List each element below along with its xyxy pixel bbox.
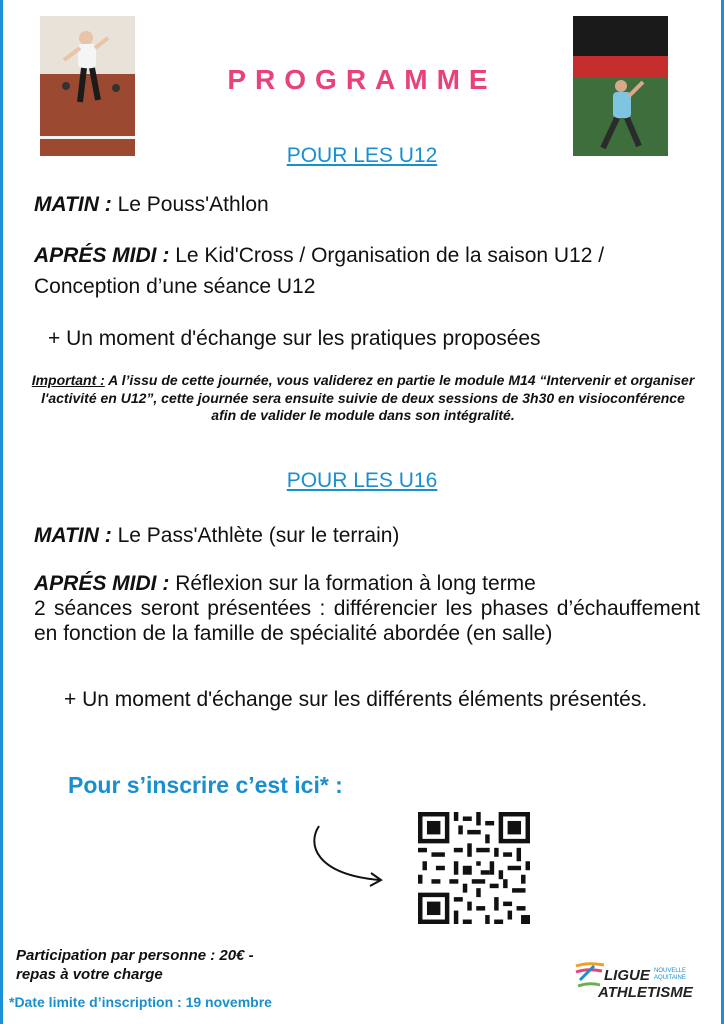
logo-nouvelle: NOUVELLE [654, 968, 687, 974]
u16-heading: POUR LES U16 [286, 469, 438, 492]
logo-ligue: LIGUE [604, 967, 650, 984]
u16-apres-midi-text: Réflexion sur la formation à long terme [175, 572, 536, 595]
u12-echange: + Un moment d'échange sur les pratiques proposées [48, 327, 541, 350]
u12-apres-midi-label: APRÉS MIDI : [34, 244, 170, 267]
important-note [30, 372, 696, 425]
u12-matin-text: Le Pouss'Athlon [117, 193, 269, 216]
u12-apres-midi-text: Le Kid'Cross / Organisation de la saison U12 / Conception d’une séance U12 [34, 244, 605, 298]
participation-price: Participation par personne : 20€ - [16, 947, 254, 964]
u16-echange: + Un moment d'échange sur les différents éléments présentés. [64, 688, 648, 711]
u12-matin-label: MATIN : [34, 193, 112, 216]
u16-matin-label: MATIN : [34, 524, 112, 547]
page-title: PROGRAMME [227, 64, 497, 95]
important-text: A l’issu de cette journée, vous validerez en partie le module M14 “Intervenir et organiser l'activité en U12”, cette journée sera ensuite suivie de deux sessions de 3h30 en visioconférence afin de valider le module dans son intégralité. [41, 372, 695, 423]
inscription-label: Pour s’inscrire c’est ici* : [68, 772, 343, 798]
u12-heading: POUR LES U12 [286, 144, 438, 167]
u12-matin [34, 189, 700, 220]
participation-info [16, 946, 254, 984]
logo-athletisme: ATHLETISME [598, 984, 693, 1001]
qr-code[interactable] [418, 812, 530, 924]
ligue-athletisme-logo [574, 960, 704, 1004]
u16-matin [34, 520, 700, 551]
registration-deadline: *Date limite d’inscription : 19 novembre [9, 994, 272, 1010]
logo-aquitaine: AQUITAINE [654, 975, 686, 981]
u12-apres-midi [34, 240, 700, 302]
important-label: Important : [31, 372, 105, 388]
u16-apres-midi-label: APRÉS MIDI : [34, 572, 170, 595]
u16-apres-midi [34, 568, 700, 599]
curved-arrow-icon [305, 822, 387, 890]
u16-matin-text: Le Pass'Athlète (sur le terrain) [117, 524, 400, 547]
u16-seances: 2 séances seront présentées : différencier les phases d’échauffement en fonction de la famille de spécialité abordée (en salle) [34, 597, 700, 645]
participation-repas: repas à votre charge [16, 966, 163, 983]
